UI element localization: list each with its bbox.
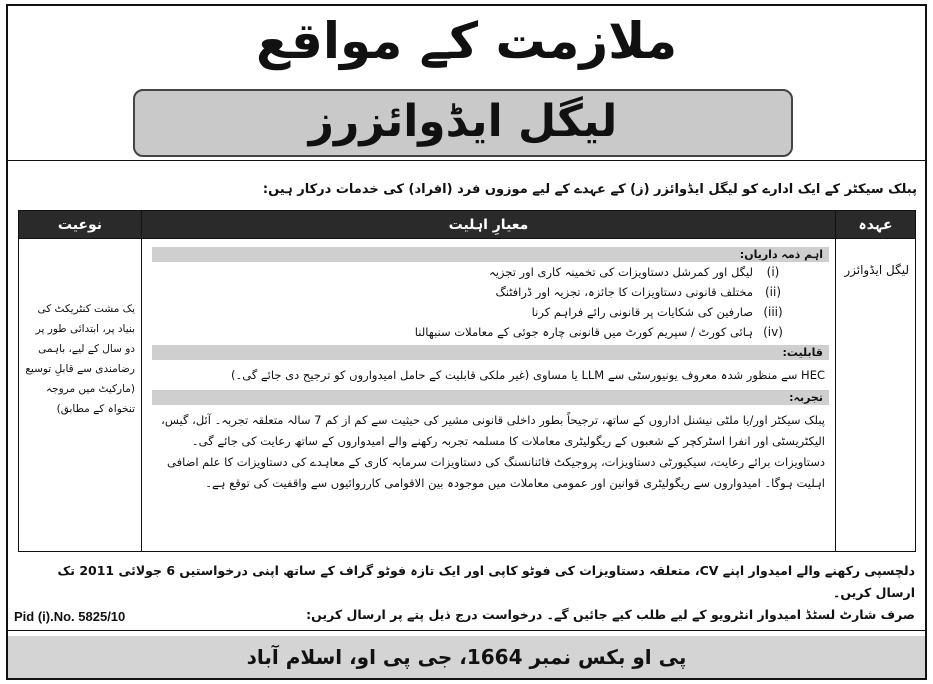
pid-number: Pid (i).No. 5825/10 — [14, 609, 126, 624]
page-title: ملازمت کے مواقع — [255, 12, 678, 70]
divider — [8, 630, 925, 631]
list-item — [152, 325, 829, 339]
application-instructions — [35, 560, 915, 626]
experience-heading: تجربہ: — [152, 390, 829, 405]
post-cell: لیگل ایڈوائزر — [836, 239, 916, 552]
list-item — [152, 265, 829, 279]
duty-number: (ii) — [764, 285, 782, 299]
job-title-banner: لیگل ایڈوائزرز — [133, 89, 793, 157]
list-item — [152, 285, 829, 299]
duties-heading: اہم ذمہ داریاں: — [152, 247, 829, 262]
instruction-line: دلچسپی رکھنے والے امیدوار اپنے CV، متعلقہ دستاویزات کی فوٹو کاپی اور ایک تازہ فوٹو گراف کے ساتھ اپنی درخواستیں 6 جولائی 2011 تک ارسال کریں۔ — [57, 563, 915, 600]
table-header-row — [19, 211, 916, 239]
list-item — [152, 305, 829, 319]
duty-number: (iv) — [763, 325, 783, 339]
criteria-cell — [142, 239, 836, 552]
instruction-line: صرف شارٹ لسٹڈ امیدوار انٹرویو کے لیے طلب کیے جائیں گے۔ درخواست درج ذیل پتے پر ارسال کریں: — [306, 607, 915, 622]
duty-text: مختلف قانونی دستاویزات کا جائزہ، تجزیہ اور ڈرافٹنگ — [495, 285, 753, 299]
qualification-text: HEC سے منظور شدہ معروف یونیورسٹی سے LLM یا مساوی (غیر ملکی قابلیت کے حامل امیدواروں کو ترجیح دی جائے گی۔) — [230, 368, 825, 382]
header-post: عہدہ — [836, 211, 916, 239]
duty-text: لیگل اور کمرشل دستاویزات کی تخمینہ کاری اور تجزیہ — [488, 265, 753, 279]
experience-text: پبلک سیکٹر اور/یا ملٹی نیشنل اداروں کے ساتھ، ترجیحاً بطور داخلی قانونی مشیر کی حیثیت سے کم از کم 7 سالہ متعلقہ تجربہ۔ آئل، گیس، الیکٹریسٹی اور انفرا اسٹرکچر کے شعبوں کے ریگولیٹری معاملات کا مسلمہ تجربہ رکھنے والے امیدواروں کے ساتھ رعایت کی جائے گی۔ دستاویزات برائے رعایت، سیکیورٹی دستاویزات، پروجیکٹ فائنانسنگ کی دستاویزات سرمایہ کاری کے معاہدے کی دستاویزات کا علم اضافی اہلیت ہوگا۔ امیدواروں سے ریگولیٹری قوانین اور عمومی معاملات میں موجودہ بین الاقوامی کارروائیوں سے واقفیت کی توقع ہے۔ — [161, 413, 825, 490]
table-row — [19, 239, 916, 552]
qualification-heading: قابلیت: — [152, 345, 829, 360]
header-nature: نوعیت — [19, 211, 142, 239]
divider — [8, 160, 925, 161]
job-table — [18, 210, 916, 552]
nature-cell: یک مشت کنٹریکٹ کی بنیاد پر، ابتدائی طور پر دو سال کے لیے، باہمی رضامندی سے قابلِ توسیع (مارکیٹ میں مروجہ تنخواہ کے مطابق) — [19, 239, 142, 552]
duty-text: صارفین کی شکایات پر قانونی رائے فراہم کرنا — [531, 305, 753, 319]
intro-text: پبلک سیکٹر کے ایک ادارے کو لیگل ایڈوائزر (ز) کے عہدے کے لیے موزوں فرد (افراد) کی خدمات درکار ہیں: — [262, 182, 917, 197]
header-criteria: معیارِ اہلیت — [142, 211, 836, 239]
duty-text: ہائی کورٹ / سپریم کورٹ میں قانونی چارہ جوئی کے معاملات سنبھالنا — [414, 325, 753, 339]
address-bar: پی او بکس نمبر 1664، جی پی او، اسلام آباد — [8, 636, 925, 678]
duty-number: (i) — [766, 265, 780, 279]
duty-number: (iii) — [763, 305, 783, 319]
